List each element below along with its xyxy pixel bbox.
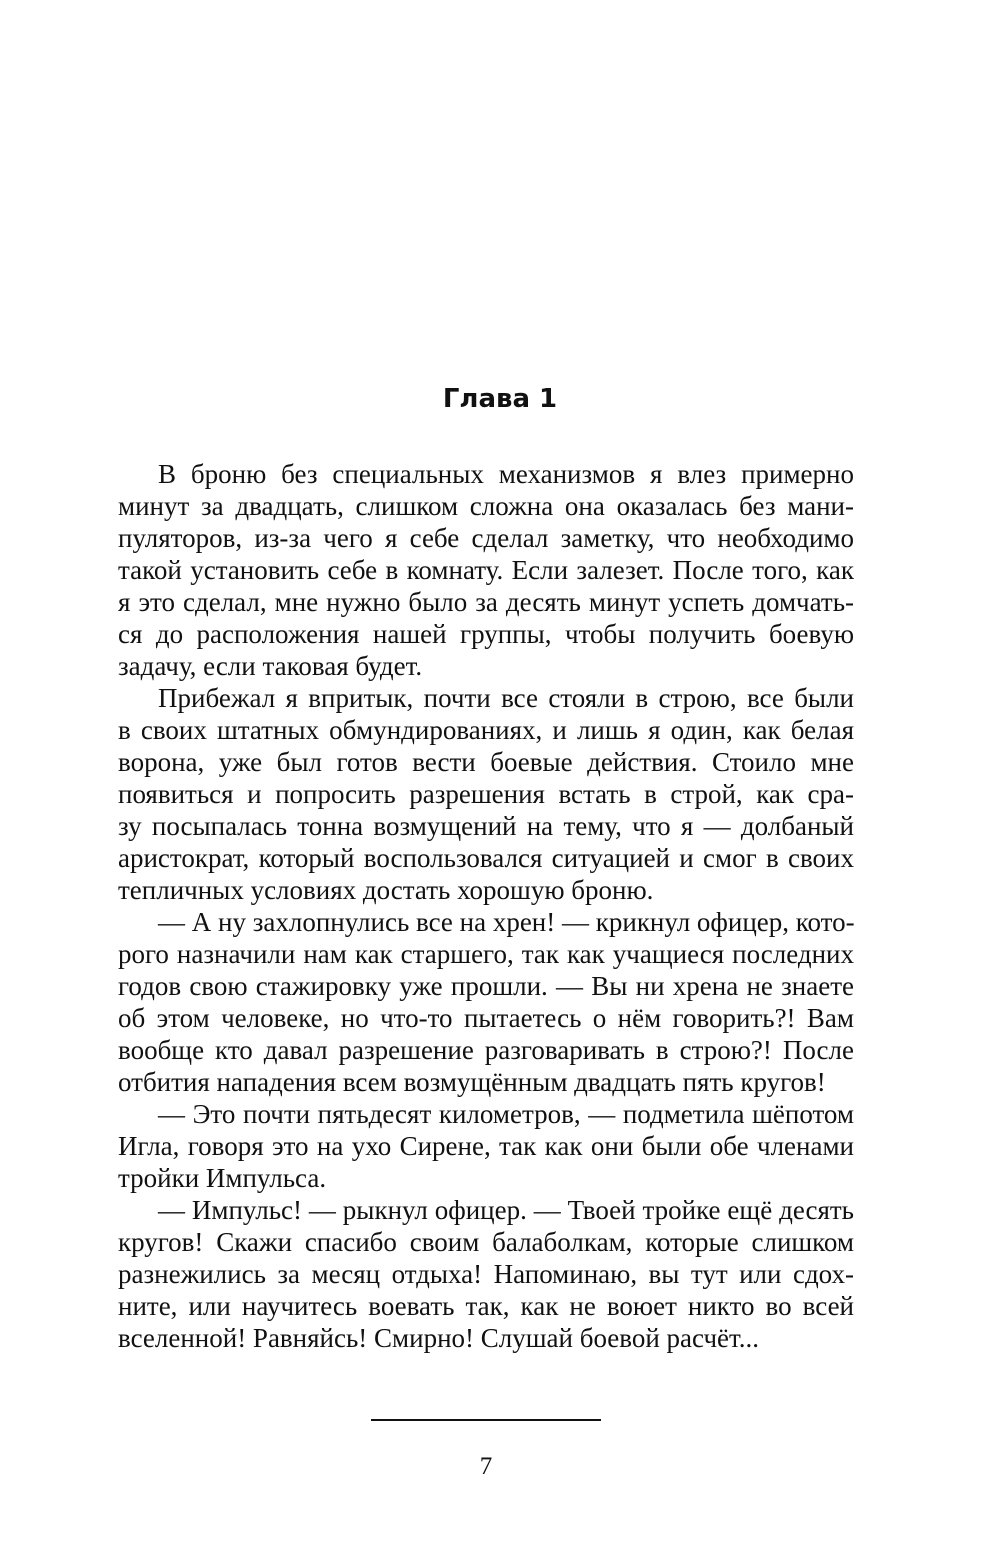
text-line: тепличных условиях достать хорошую броню.: [118, 875, 654, 905]
text-line: — А ну захлопнулись все на хрен! — крикнул офицер, кото-: [158, 907, 855, 937]
text-line: отбития нападения всем возмущённым двадцать пять кругов!: [118, 1067, 826, 1097]
text-line: — Это почти пятьдесят километров, — подметила шёпотом: [158, 1099, 854, 1129]
text-line: — Импульс! — рыкнул офицер. — Твоей тройке ещё десять: [158, 1195, 854, 1225]
chapter-title: Глава 1: [442, 384, 558, 414]
text-line: тройки Импульса.: [118, 1163, 327, 1193]
text-line: в своих штатных обмундированиях, и лишь я один, как белая: [118, 715, 854, 745]
text-line: ните, или научитесь воевать так, как не воюет никто во всей: [118, 1291, 854, 1321]
text-line: годов свою стажировку уже прошли. — Вы ни хрена не знаете: [118, 971, 854, 1001]
text-line: зу посыпалась тонна возмущений на тему, что я — долбаный: [118, 811, 854, 841]
text-line: Игла, говоря это на ухо Сирене, так как они были обе членами: [118, 1131, 854, 1161]
text-line: ворона, уже был готов вести боевые действия. Стоило мне: [118, 747, 854, 777]
footer-divider: [371, 1419, 601, 1421]
text-line: ся до расположения нашей группы, чтобы получить боевую: [118, 619, 854, 649]
body-text: [118, 458, 854, 1354]
text-line: я это сделал, мне нужно было за десять минут успеть домчать-: [118, 587, 854, 617]
page-number: 7: [479, 1453, 493, 1480]
text-line: аристократ, который воспользовался ситуацией и смог в своих: [118, 843, 854, 873]
text-line: об этом человеке, но что-то пытаетесь о нём говорить?! Вам: [118, 1003, 854, 1033]
text-line: вообще кто давал разрешение разговаривать в строю?! После: [118, 1035, 854, 1065]
text-line: минут за двадцать, слишком сложна она оказалась без мани-: [118, 491, 854, 521]
text-line: такой установить себе в комнату. Если залезет. После того, как: [118, 555, 854, 585]
text-line: кругов! Скажи спасибо своим балаболкам, которые слишком: [118, 1227, 854, 1257]
text-line: пуляторов, из-за чего я себе сделал заметку, что необходимо: [118, 523, 854, 553]
text-line: появиться и попросить разрешения встать в строй, как сра-: [118, 779, 854, 809]
text-line: рого назначили нам как старшего, так как учащиеся последних: [118, 939, 854, 969]
text-line: Прибежал я впритык, почти все стояли в строю, все были: [158, 683, 854, 713]
text-line: задачу, если таковая будет.: [118, 651, 423, 681]
text-line: разнежились за месяц отдыха! Напоминаю, вы тут или сдох-: [118, 1259, 854, 1289]
text-line: В броню без специальных механизмов я влез примерно: [158, 459, 854, 489]
text-line: вселенной! Равняйсь! Смирно! Слушай боевой расчёт...: [118, 1323, 760, 1353]
